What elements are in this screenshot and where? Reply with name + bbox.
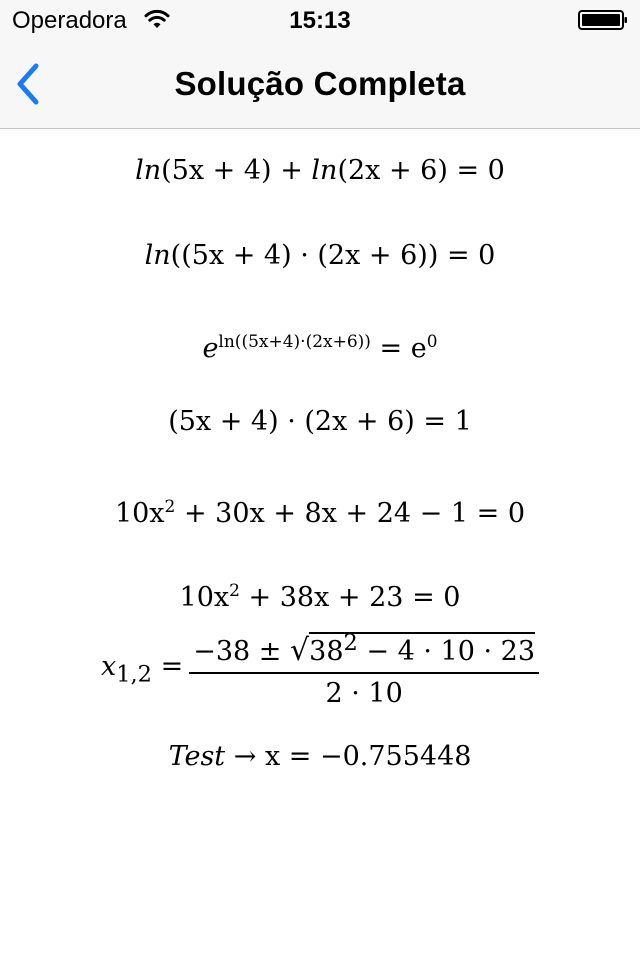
quadratic-formula	[0, 630, 640, 730]
equation-step-4: (5x + 4) · (2x + 6) = 1	[168, 406, 472, 437]
page-title: Solução Completa	[174, 65, 466, 102]
status-time: 15:13	[289, 7, 351, 34]
formula-lhs: $x_{1,2}$ =	[100, 651, 184, 688]
carrier-name: Operadora	[12, 7, 127, 34]
sqrt-symbol: √	[290, 633, 310, 668]
equation-step-2: ln((5x + 4) · (2x + 6)) = 0	[144, 240, 496, 271]
formula-numerator: $-38 \pm √38^2 - 4 \cdot 10 \cdot 23$	[189, 630, 539, 674]
equation-step-6: $10x^2 + 38x + 23 = 0$	[179, 581, 461, 613]
test-result: Test → x = −0.755448	[168, 741, 472, 772]
navigation-bar	[0, 40, 640, 129]
formula-denominator: 2 · 10	[325, 678, 403, 709]
radicand: $38^2 - 4 \cdot 10 \cdot 23$	[309, 630, 536, 667]
status-bar	[0, 0, 640, 40]
equation-step-5: $10x^2 + 30x + 8x + 24 - 1 = 0$	[114, 497, 526, 529]
formula-fraction	[189, 630, 539, 709]
equation-step-1: ln(5x + 4) + ln(2x + 6) = 0	[135, 155, 505, 186]
equation-step-3: $e^{ln((5x+4)\cdot(2x+6))} = e^0$	[202, 332, 438, 364]
battery-icon	[578, 10, 628, 30]
